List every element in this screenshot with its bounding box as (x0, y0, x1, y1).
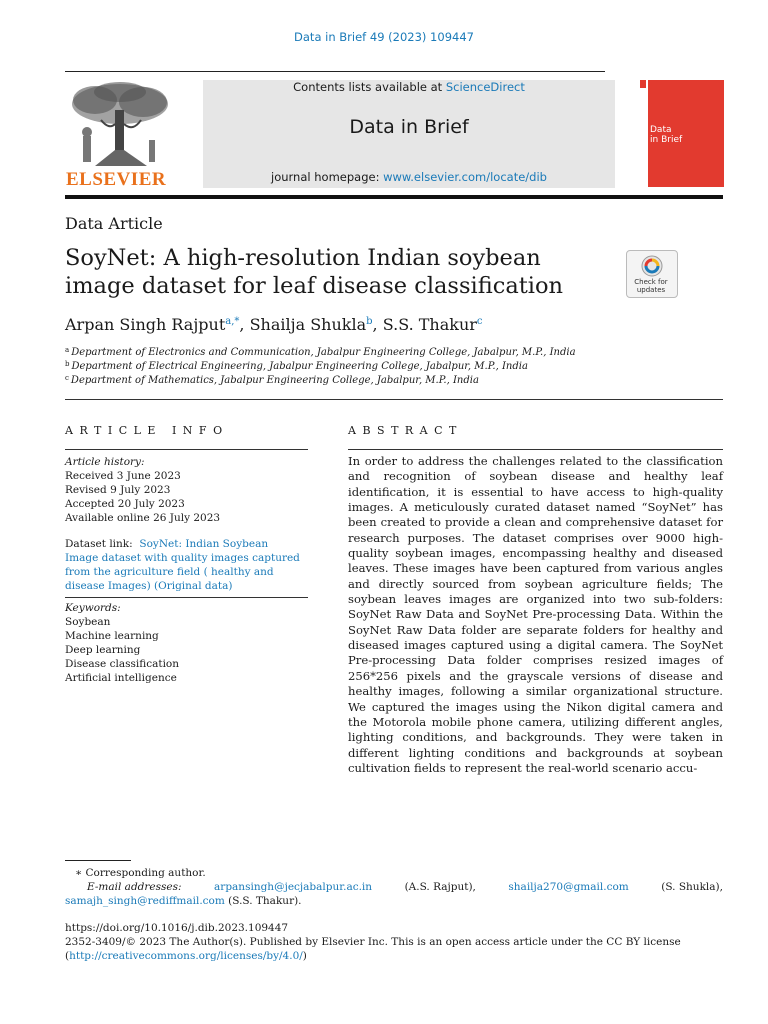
article-info-heading: ARTICLE INFO (65, 424, 229, 437)
article-title (65, 244, 625, 300)
email-owner: (S. Shukla), (661, 881, 723, 893)
affiliation-text: Department of Electronics and Communication, Jabalpur Engineering College, Jabalpur, M.P., India (71, 347, 576, 358)
affiliation-marker: a (65, 346, 70, 354)
history-item: Received 3 June 2023 (65, 470, 181, 482)
abstract-heading: ABSTRACT (348, 424, 463, 437)
keywords-rule (65, 597, 308, 598)
contents-line (203, 80, 615, 94)
dataset-link[interactable]: Image dataset with quality images captured (65, 552, 300, 564)
article-history (65, 455, 220, 525)
history-item: Revised 9 July 2023 (65, 484, 171, 496)
contents-prefix: Contents lists available at (293, 80, 446, 94)
author-name: S.S. Thakur (382, 315, 477, 334)
dataset-link[interactable]: disease Images) (Original data) (65, 580, 233, 592)
keyword: Disease classification (65, 658, 180, 670)
author-name: Arpan Singh Rajput (65, 315, 226, 334)
author-affil-marker[interactable]: c (476, 316, 483, 327)
email-link[interactable]: arpansingh@jecjabalpur.ac.in (214, 881, 373, 893)
doi-link[interactable]: https://doi.org/10.1016/j.dib.2023.109447 (65, 922, 289, 934)
dataset-link[interactable]: from the agriculture field ( healthy and (65, 566, 274, 578)
license-statement: 2352-3409/© 2023 The Author(s). Published by Elsevier Inc. This is an open access article under the CC BY license (http://creativecommons.org/licenses/by/4.0/) (65, 935, 725, 963)
keywords (65, 601, 179, 685)
keyword: Soybean (65, 616, 111, 628)
affiliation (65, 360, 528, 372)
affiliation-rule (65, 399, 723, 400)
cover-title-line1: Data (650, 125, 672, 135)
cover-title (650, 125, 682, 145)
affiliation (65, 374, 479, 386)
affiliation-marker: b (65, 360, 70, 368)
email-addresses (65, 880, 723, 908)
corresponding-author-note: ∗ Corresponding author. (75, 867, 206, 879)
license-line: 2352-3409/© 2023 The Author(s). Published by Elsevier Inc. This is an open access article under the CC BY license (65, 936, 681, 948)
keywords-label: Keywords: (65, 602, 121, 614)
keyword: Artificial intelligence (65, 672, 177, 684)
journal-homepage-line (203, 170, 615, 184)
author-name: Shailja Shukla (249, 315, 367, 334)
header-rule-thick (65, 195, 723, 199)
license-link[interactable]: http://creativecommons.org/licenses/by/4.0/ (69, 950, 303, 962)
header-rule (65, 71, 605, 72)
badge-line2: updates (636, 286, 666, 294)
check-for-updates-label (626, 278, 676, 294)
article-info-rule (65, 449, 308, 450)
email-link[interactable]: samajh_singh@rediffmail.com (65, 895, 225, 907)
badge-line1: Check for (634, 278, 668, 286)
author-affil-marker[interactable]: b (366, 316, 373, 327)
title-line-2: image dataset for leaf disease classification (65, 273, 564, 299)
keyword: Machine learning (65, 630, 159, 642)
author-sep: , (372, 315, 383, 334)
journal-homepage-link[interactable]: www.elsevier.com/locate/dib (383, 170, 547, 184)
dataset-link[interactable]: SoyNet: Indian Soybean (139, 538, 269, 550)
affiliation-marker: c (65, 374, 69, 382)
history-label: Article history: (65, 456, 145, 468)
abstract-text: In order to address the challenges related to the classification and recognition of soybean disease and healthy leaf identification, it is essential to have access to high-quality images. A meticulously curated dataset named “SoyNet” has been created to provide a clean and comprehensive dataset for research purposes. The dataset comprises over 9000 high-quality soybean images, encompassing healthy and diseased leaves. These images have been captured from various angles and directly sourced from soybean agriculture fields; The soybean leaves images are organized into two sub-folders: SoyNet Raw Data and SoyNet Pre-processing Data. Within the SoyNet Raw Data folder are separate folders for healthy and diseased images captured using a digital camera. The SoyNet Pre-processing Data folder comprises resized images of 256*256 pixels and the grayscale versions of disease and healthy images, following a similar organizational structure. We captured the images using the Nikon digital camera and the Motorola mobile phone camera, utilizing different angles, lighting conditions, and backgrounds. They were taken in different lighting conditions and backgrounds at soybean cultivation fields to represent the real-world scenario accu- (348, 454, 723, 775)
history-item: Available online 26 July 2023 (65, 512, 221, 524)
affiliation-text: Department of Mathematics, Jabalpur Engineering College, Jabalpur, M.P., India (70, 375, 479, 386)
journal-citation[interactable]: Data in Brief 49 (2023) 109447 (294, 30, 474, 44)
email-link[interactable]: shailja270@gmail.com (508, 881, 629, 893)
dataset-link-block (65, 537, 308, 593)
author-sep: , (239, 315, 250, 334)
publisher-wordmark: ELSEVIER (66, 169, 167, 190)
footnote-rule (65, 860, 131, 861)
homepage-prefix: journal homepage: (271, 170, 384, 184)
dataset-label: Dataset link: (65, 538, 133, 550)
author-list (65, 315, 483, 334)
email-owner: (A.S. Rajput), (404, 881, 476, 893)
abstract-rule (348, 449, 723, 450)
title-line-1: SoyNet: A high-resolution Indian soybean (65, 245, 541, 271)
cover-strip (638, 80, 648, 187)
article-type: Data Article (65, 214, 163, 233)
email-label: E-mail addresses: (87, 881, 182, 893)
author-affil-marker[interactable]: a,* (225, 316, 240, 327)
sciencedirect-link[interactable]: ScienceDirect (445, 80, 525, 94)
journal-title: Data in Brief (349, 116, 469, 138)
keyword: Deep learning (65, 644, 141, 656)
affiliation-text: Department of Electrical Engineering, Jabalpur Engineering College, Jabalpur, M.P., India (71, 361, 528, 372)
history-item: Accepted 20 July 2023 (65, 498, 185, 510)
check-updates-icon (627, 251, 677, 279)
affiliation (65, 346, 576, 358)
cover-title-line2: in Brief (650, 135, 683, 145)
email-owner: (S.S. Thakur). (228, 895, 302, 907)
